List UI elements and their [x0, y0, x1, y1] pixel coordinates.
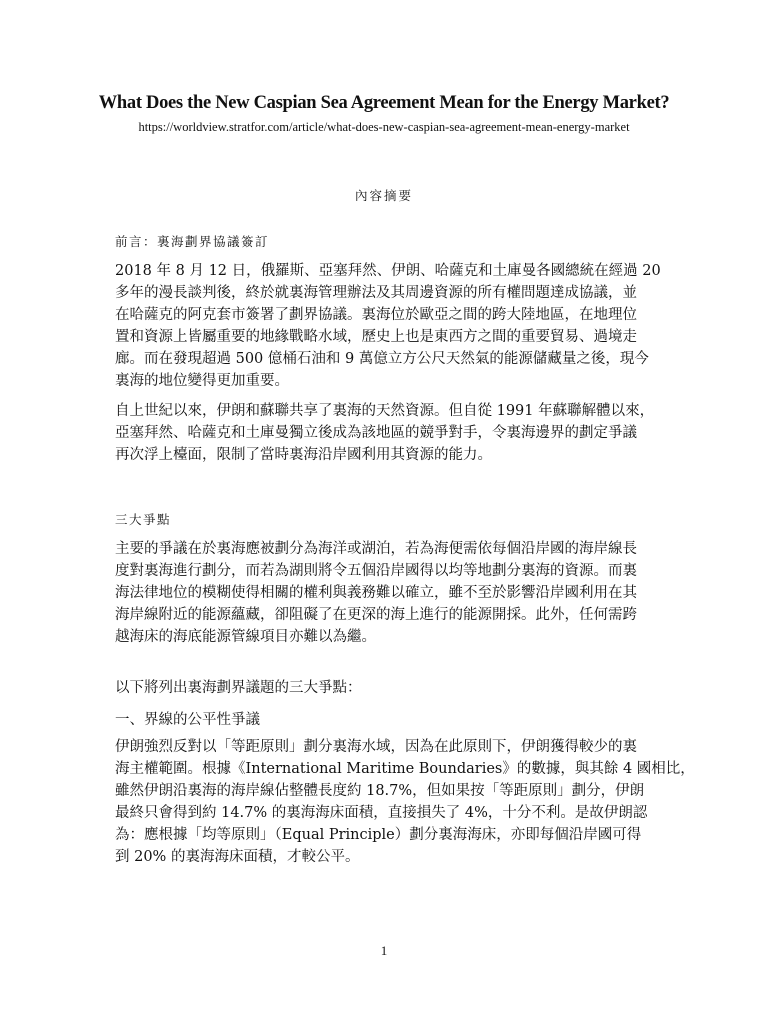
source-url: https://worldview.stratfor.com/article/what-does-new-caspian-sea-agreement-mean-energy-market	[138, 120, 630, 134]
section-heading-preface: 前言：裏海劃界協議簽訂	[115, 234, 270, 249]
text-line: 雖然伊朗沿裏海的海岸線佔整體長度約 18.7%，但如果按「等距原則」劃分，伊朗	[115, 783, 645, 799]
text-line: 自上世紀以來，伊朗和蘇聯共享了裏海的天然資源。但自從 1991 年蘇聯解體以來，	[115, 403, 655, 419]
text-line: 多年的漫長談判後，終於就裏海管理辦法及其周邊資源的所有權問題達成協議，並	[115, 285, 637, 301]
text-line: 最終只會得到約 14.7% 的裏海海床面積，直接損失了 4%，十分不利。是故伊朗認	[115, 805, 648, 821]
paragraph-preface-2	[115, 400, 660, 466]
summary-heading: 內容摘要	[354, 188, 413, 203]
subheading-fairness: 一、界線的公平性爭議	[115, 712, 260, 728]
text-line: 再次浮上檯面，限制了當時裏海沿岸國利用其資源的能力。	[115, 447, 492, 463]
paragraph-preface-1	[115, 260, 660, 392]
paragraph-fairness	[115, 736, 695, 868]
paragraph-disputes-1	[115, 538, 660, 648]
text-line: 為：應根據「均等原則」（Equal Principle）劃分裏海海床，亦即每個沿岸國可得	[115, 827, 642, 843]
text-line: 置和資源上皆屬重要的地緣戰略水域，歷史上也是東西方之間的重要貿易、過境走	[115, 329, 637, 345]
text-line: 伊朗強烈反對以「等距原則」劃分裏海水域，因為在此原則下，伊朗獲得較少的裏	[115, 739, 637, 755]
document-title: What Does the New Caspian Sea Agreement Mean for the Energy Market?	[98, 93, 670, 113]
section-heading-three-disputes: 三大爭點	[115, 512, 172, 527]
text-line: 海主權範圍。根據《International Maritime Boundaries》的數據，與其餘 4 國相比，	[115, 761, 695, 777]
page-number: 1	[380, 943, 388, 958]
text-line: 廊。而在發現超過 500 億桶石油和 9 萬億立方公尺天然氣的能源儲藏量之後，現今	[115, 351, 649, 367]
text-line: 裏海的地位變得更加重要。	[115, 373, 289, 389]
text-line: 2018 年 8 月 12 日，俄羅斯、亞塞拜然、伊朗、哈薩克和土庫曼各國總統在經過 20	[115, 263, 661, 279]
text-line: 海岸線附近的能源蘊藏，卻阻礙了在更深的海上進行的能源開採。此外，任何需跨	[115, 607, 637, 623]
text-line: 到 20% 的裏海海床面積，才較公平。	[115, 849, 360, 865]
text-line: 海法律地位的模糊使得相關的權利與義務難以確立，雖不至於影響沿岸國利用在其	[115, 585, 637, 601]
text-line: 越海床的海底能源管線項目亦難以為繼。	[115, 629, 376, 645]
text-line: 在哈薩克的阿克套市簽署了劃界協議。裏海位於歐亞之間的跨大陸地區，在地理位	[115, 307, 637, 323]
disputes-intro: 以下將列出裏海劃界議題的三大爭點：	[115, 680, 362, 696]
text-line: 亞塞拜然、哈薩克和土庫曼獨立後成為該地區的競爭對手，令裏海邊界的劃定爭議	[115, 425, 637, 441]
text-line: 主要的爭議在於裏海應被劃分為海洋或湖泊，若為海便需依每個沿岸國的海岸線長	[115, 541, 637, 557]
text-line: 度對裏海進行劃分，而若為湖則將令五個沿岸國得以均等地劃分裏海的資源。而裏	[115, 563, 637, 579]
